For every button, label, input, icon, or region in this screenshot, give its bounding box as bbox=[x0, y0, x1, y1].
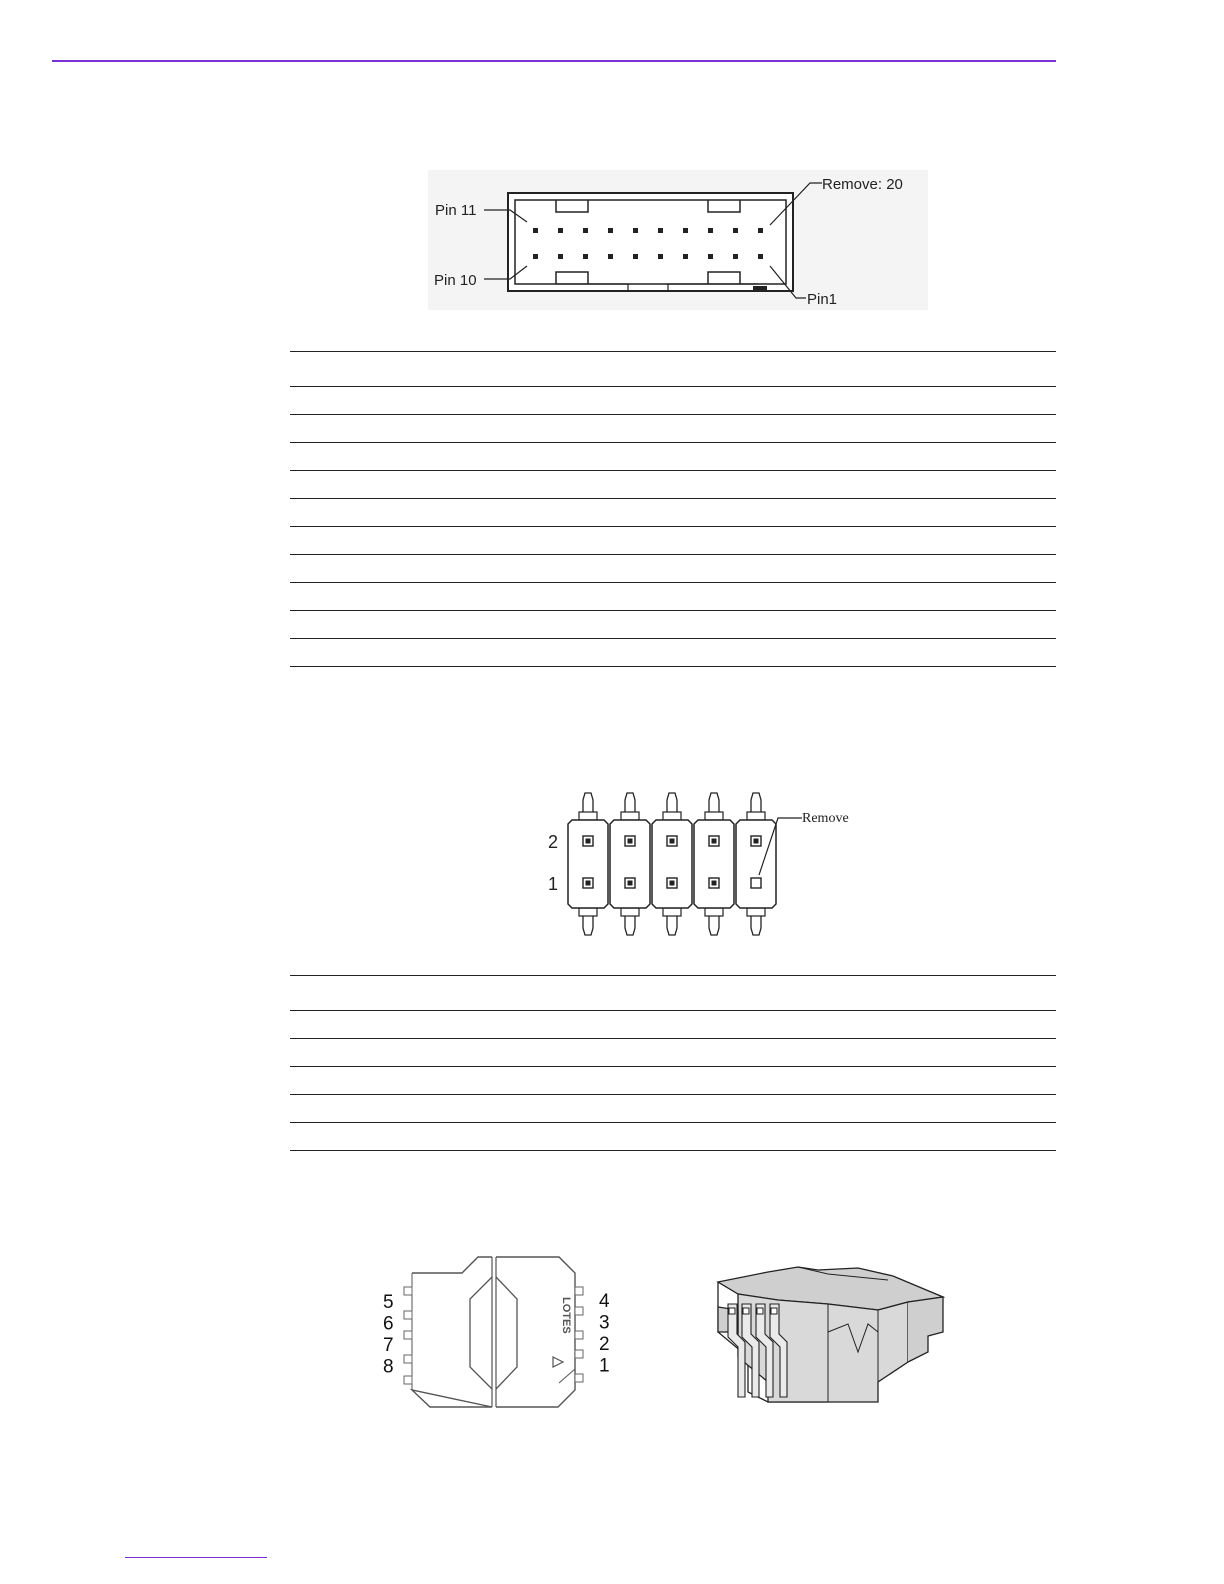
pin-number-label: 6 bbox=[383, 1313, 394, 1335]
header-rule bbox=[52, 60, 1056, 62]
footer-rule bbox=[125, 1557, 267, 1558]
table-row bbox=[290, 443, 1056, 471]
table-row bbox=[290, 1067, 1056, 1095]
pin-column bbox=[652, 793, 692, 935]
header-pin bbox=[708, 228, 713, 233]
table-row bbox=[290, 387, 1056, 415]
pin-number-label: 2 bbox=[599, 1334, 610, 1355]
left-pin-numbers bbox=[383, 1292, 394, 1378]
table-row bbox=[290, 583, 1056, 611]
figure-box-header-20pin bbox=[428, 170, 928, 310]
pin-table-2 bbox=[290, 975, 1056, 1151]
header-pin bbox=[658, 254, 663, 259]
header-pin bbox=[608, 228, 613, 233]
table-row bbox=[290, 555, 1056, 583]
remove-label: Remove bbox=[802, 811, 849, 826]
header-pin bbox=[558, 228, 563, 233]
header-pin bbox=[733, 254, 738, 259]
table-header-row bbox=[290, 975, 1056, 1011]
header-pin bbox=[733, 228, 738, 233]
pin-column bbox=[610, 793, 650, 935]
table-row bbox=[290, 1095, 1056, 1123]
figure-pin-header-2x5 bbox=[540, 790, 860, 940]
header-pin bbox=[633, 254, 638, 259]
header-pin bbox=[758, 254, 763, 259]
pin10-label: Pin 10 bbox=[434, 272, 477, 289]
brand-text: LOTES bbox=[560, 1297, 572, 1334]
header-pin bbox=[558, 254, 563, 259]
pin-column bbox=[694, 793, 734, 935]
pin-number-label: 1 bbox=[599, 1355, 610, 1377]
table-row bbox=[290, 1011, 1056, 1039]
pin-number-label: 3 bbox=[599, 1312, 610, 1334]
table-row bbox=[290, 639, 1056, 667]
table-row bbox=[290, 611, 1056, 639]
header-pin bbox=[758, 228, 763, 233]
table-row bbox=[290, 1123, 1056, 1151]
pin-number-label: 5 bbox=[383, 1292, 394, 1313]
header-pin bbox=[683, 254, 688, 259]
row2-label: 2 bbox=[548, 832, 559, 852]
pin-table-1 bbox=[290, 351, 1056, 667]
row1-label: 1 bbox=[548, 874, 559, 894]
table-row bbox=[290, 527, 1056, 555]
header-pin bbox=[533, 228, 538, 233]
box-header-outline bbox=[508, 193, 793, 291]
connector-body bbox=[412, 1257, 575, 1407]
header-pin bbox=[583, 254, 588, 259]
header-pin bbox=[633, 228, 638, 233]
table-row bbox=[290, 499, 1056, 527]
pin-column bbox=[568, 793, 608, 935]
header-pin bbox=[658, 228, 663, 233]
figure-connector-isometric-view bbox=[708, 1262, 958, 1412]
pin-number-label: 8 bbox=[383, 1356, 394, 1378]
table-row bbox=[290, 415, 1056, 443]
header-pin bbox=[708, 254, 713, 259]
table-row bbox=[290, 1039, 1056, 1067]
figure-connector-top-view bbox=[375, 1255, 625, 1415]
pin1-label: Pin1 bbox=[807, 291, 838, 308]
header-pin bbox=[583, 228, 588, 233]
right-pin-numbers bbox=[599, 1291, 610, 1377]
pin-number-label: 7 bbox=[383, 1335, 394, 1356]
pin11-label: Pin 11 bbox=[435, 202, 477, 219]
header-pin bbox=[533, 254, 538, 259]
header-pin bbox=[608, 254, 613, 259]
header-pin bbox=[683, 228, 688, 233]
table-row bbox=[290, 471, 1056, 499]
remove20-label: Remove: 20 bbox=[822, 176, 903, 193]
pin-column bbox=[736, 793, 776, 935]
pin-header-columns bbox=[568, 793, 776, 935]
table-header-row bbox=[290, 351, 1056, 387]
pin-number-label: 4 bbox=[599, 1291, 610, 1312]
